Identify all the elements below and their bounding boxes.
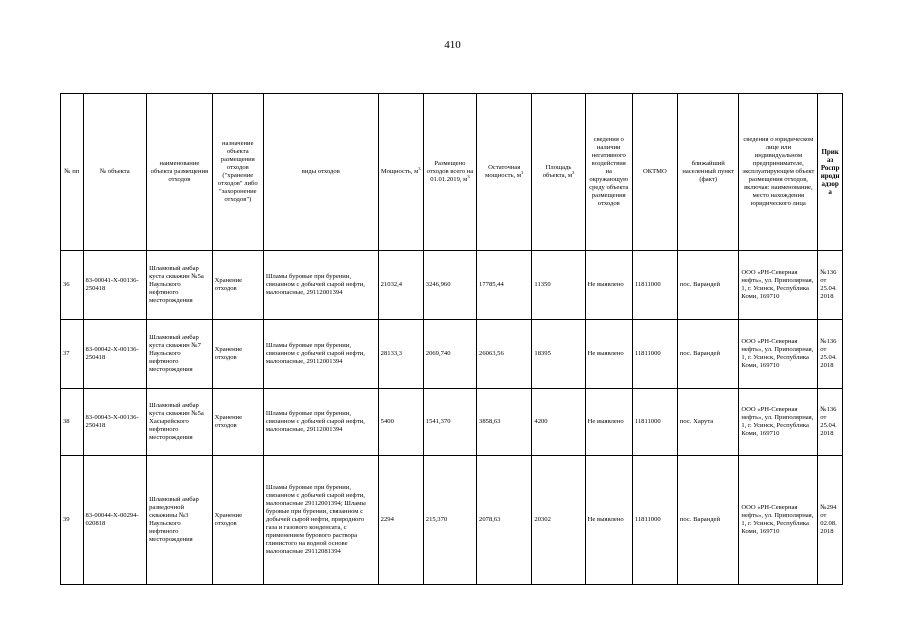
cell-oktmo: 11811000 xyxy=(632,456,677,585)
cell-placed: 2069,740 xyxy=(423,320,476,389)
cell-negative-impact: Не выявлено xyxy=(585,251,632,320)
cell-area: 18395 xyxy=(532,320,585,389)
header-area: Площадь объекта, $м^3$ xyxy=(532,94,585,251)
cell-settlement: пос. Варандей xyxy=(677,251,738,320)
cell-area: 11350 xyxy=(532,251,585,320)
header-waste-types: виды отходов xyxy=(263,94,378,251)
cell-placed: 215,370 xyxy=(423,456,476,585)
cell-num: 38 xyxy=(61,389,84,456)
cell-capacity: 28133,3 xyxy=(378,320,423,389)
table-row xyxy=(61,456,843,585)
cell-order: №294 от 02.08.2018 xyxy=(818,456,843,585)
cell-settlement: пос. Харута xyxy=(677,389,738,456)
cell-purpose: Хранение отходов xyxy=(212,389,263,456)
header-purpose: назначение объекта размещения отходов ("хранение отходов" либо "захоронение отходов") xyxy=(212,94,263,251)
header-settlement: ближайший населенный пункт (факт) xyxy=(677,94,738,251)
cell-area: 4200 xyxy=(532,389,585,456)
header-object-no: № объекта xyxy=(83,94,147,251)
cell-placed: 1541,370 xyxy=(423,389,476,456)
cell-object-no: 83-00044-Х-00294-020818 xyxy=(83,456,147,585)
cell-object-no: 83-00043-Х-00136-250418 xyxy=(83,389,147,456)
cell-operator: ООО «РН-Северная нефть», ул. Приполярная, 1, г. Усинск, Республика Коми, 169710 xyxy=(739,320,818,389)
header-oktmo: ОКТМО xyxy=(632,94,677,251)
cell-purpose: Хранение отходов xyxy=(212,251,263,320)
cell-oktmo: 11811000 xyxy=(632,389,677,456)
table-row xyxy=(61,251,843,320)
cell-capacity: 5400 xyxy=(378,389,423,456)
cell-waste-types: Шламы буровые при бурении, связанном с добычей сырой нефти, малоопасные, 29112001394 xyxy=(263,251,378,320)
cell-waste-types: Шламы буровые при бурении, связанном с добычей сырой нефти, малоопасные, 29112001394 xyxy=(263,320,378,389)
cell-negative-impact: Не выявлено xyxy=(585,320,632,389)
cell-object-no: 83-00041-Х-00136-250418 xyxy=(83,251,147,320)
page-number: 410 xyxy=(444,39,461,51)
cell-purpose: Хранение отходов xyxy=(212,320,263,389)
cell-settlement: пос. Варандей xyxy=(677,456,738,585)
cell-order: №136 от 25.04.2018 xyxy=(818,389,843,456)
waste-objects-table xyxy=(60,93,843,585)
cell-negative-impact: Не выявлено xyxy=(585,456,632,585)
header-operator: сведения о юридическом лице или индивидуальном предпринимателе, эксплуатирующем объект размещения отходов, включая: наименование, место нахождения юридического лица xyxy=(739,94,818,251)
cell-residual: 26063,56 xyxy=(477,320,532,389)
cell-capacity: 2294 xyxy=(378,456,423,585)
table-row xyxy=(61,320,843,389)
cell-operator: ООО «РН-Северная нефть», ул. Приполярная, 1, г. Усинск, Республика Коми, 169710 xyxy=(739,251,818,320)
cell-placed: 3246,960 xyxy=(423,251,476,320)
cell-oktmo: 11811000 xyxy=(632,320,677,389)
cell-oktmo: 11811000 xyxy=(632,251,677,320)
header-num: № пп xyxy=(61,94,84,251)
cell-operator: ООО «РН-Северная нефть», ул. Приполярная, 1, г. Усинск, Республика Коми, 169710 xyxy=(739,456,818,585)
header-order: Приказ Росприроднадзора xyxy=(818,94,843,251)
cell-waste-types: Шламы буровые при бурении, связанном с добычей сырой нефти, малоопасные 29112001394; Шламы буровые при бурении, связанном с добычей сырой нефти, природного газа и газового конденсата, с применением бурового раствора глинистого на водной основе малоопасные 29112081394 xyxy=(263,456,378,585)
table-row xyxy=(61,389,843,456)
header-placed: Размещено отходов всего на 01.01.2019, $м^3$ xyxy=(423,94,476,251)
cell-num: 39 xyxy=(61,456,84,585)
cell-residual: 2078,63 xyxy=(477,456,532,585)
cell-name: Шламовый амбар куста скважин №7 Наульского нефтяного месторождения xyxy=(147,320,213,389)
cell-name: Шламовый амбар разведочной скважины №3 Наульского нефтяного месторождения xyxy=(147,456,213,585)
cell-object-no: 83-00042-Х-00136-250418 xyxy=(83,320,147,389)
cell-num: 36 xyxy=(61,251,84,320)
cell-order: №136 от 25.04.2018 xyxy=(818,320,843,389)
header-row xyxy=(61,94,843,251)
cell-name: Шламовый амбар куста скважин №5а Хасырейского нефтяного месторождения xyxy=(147,389,213,456)
header-residual: Остаточная мощность, $м^3$ xyxy=(477,94,532,251)
header-name: наименование объекта размещения отходов xyxy=(147,94,213,251)
cell-settlement: пос. Варандей xyxy=(677,320,738,389)
cell-capacity: 21032,4 xyxy=(378,251,423,320)
cell-name: Шламовый амбар куста скважин №5а Наульского нефтяного месторождения xyxy=(147,251,213,320)
cell-order: №136 от 25.04.2018 xyxy=(818,251,843,320)
cell-negative-impact: Не выявлено xyxy=(585,389,632,456)
cell-operator: ООО «РН-Северная нефть», ул. Приполярная, 1, г. Усинск, Республика Коми, 169710 xyxy=(739,389,818,456)
cell-num: 37 xyxy=(61,320,84,389)
cell-residual: 3858,63 xyxy=(477,389,532,456)
header-negative-impact: сведения о наличии негативного воздействия на окружающую среду объекта размещения отходов xyxy=(585,94,632,251)
cell-waste-types: Шламы буровые при бурении, связанном с добычей сырой нефти, малоопасные, 29112001394 xyxy=(263,389,378,456)
cell-purpose: Хранение отходов xyxy=(212,456,263,585)
cell-area: 20302 xyxy=(532,456,585,585)
cell-residual: 17785,44 xyxy=(477,251,532,320)
header-capacity: Мощность, $м^3$ xyxy=(378,94,423,251)
